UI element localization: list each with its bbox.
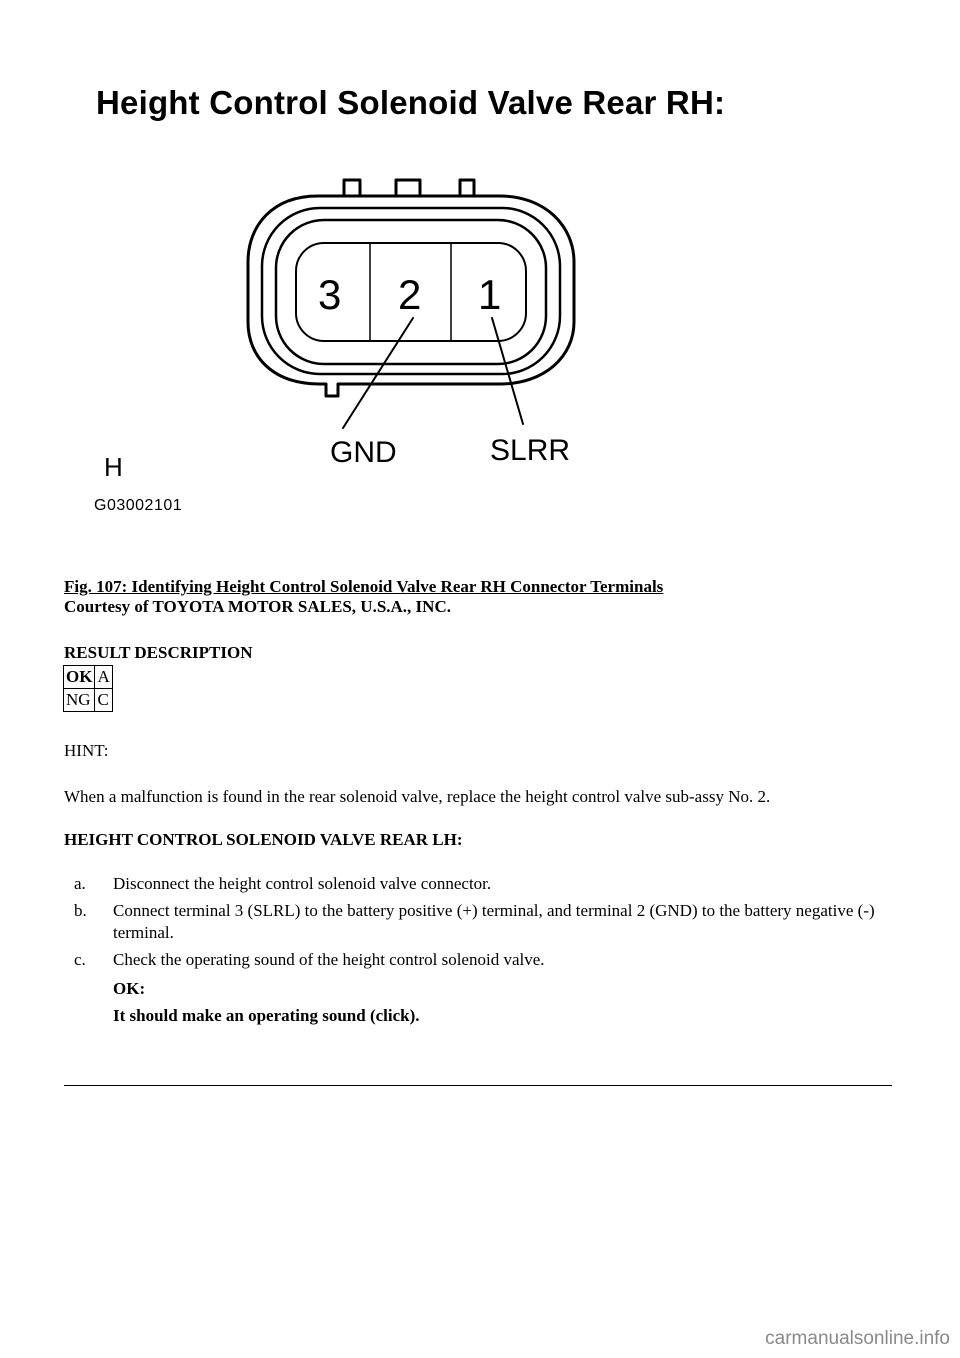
procedure-steps bbox=[64, 873, 894, 976]
pin-number-2: 2 bbox=[398, 271, 422, 318]
pin-number-3: 3 bbox=[318, 271, 342, 318]
result-heading: RESULT DESCRIPTION bbox=[64, 643, 253, 662]
connector-figure bbox=[0, 0, 960, 540]
result-cell: NG bbox=[64, 689, 95, 712]
figure-view-letter: H bbox=[104, 452, 123, 482]
step-marker: c. bbox=[74, 950, 86, 969]
figure-code: G03002101 bbox=[94, 497, 183, 514]
section-heading: HEIGHT CONTROL SOLENOID VALVE REAR LH: bbox=[64, 830, 463, 849]
list-item bbox=[64, 873, 894, 895]
description-cell: C bbox=[95, 689, 112, 712]
connector-latch-tabs bbox=[318, 180, 500, 196]
caption-title: Fig. 107: Identifying Height Control Solenoid Valve Rear RH Connector Terminals bbox=[64, 577, 664, 596]
step-marker: b. bbox=[74, 901, 87, 920]
list-item bbox=[64, 900, 894, 944]
step-text: Connect terminal 3 (SLRL) to the battery positive (+) terminal, and terminal 2 (GND) to the battery negative (-) terminal. bbox=[113, 901, 875, 942]
pin-number-1: 1 bbox=[478, 271, 502, 318]
hint-label: HINT: bbox=[64, 741, 109, 760]
step-text: Disconnect the height control solenoid valve connector. bbox=[113, 874, 492, 893]
connector-diagram bbox=[0, 0, 960, 540]
figure-caption bbox=[64, 577, 663, 617]
ok-label: OK: bbox=[113, 979, 146, 998]
description-cell: A bbox=[95, 666, 112, 689]
site-watermark: carmanualsonline.info bbox=[765, 1328, 950, 1349]
table-row bbox=[64, 689, 113, 712]
step-marker: a. bbox=[74, 874, 86, 893]
list-item bbox=[64, 949, 894, 971]
figure-title: Height Control Solenoid Valve Rear RH: bbox=[96, 84, 726, 121]
table-row bbox=[64, 666, 113, 689]
pin-label-slrr: SLRR bbox=[490, 434, 571, 467]
result-table bbox=[63, 665, 113, 712]
caption-courtesy: Courtesy of TOYOTA MOTOR SALES, U.S.A., INC. bbox=[64, 597, 451, 616]
horizontal-divider bbox=[64, 1085, 892, 1086]
ok-text: It should make an operating sound (click). bbox=[113, 1006, 420, 1025]
step-text: Check the operating sound of the height control solenoid valve. bbox=[113, 950, 545, 969]
hint-text: When a malfunction is found in the rear solenoid valve, replace the height control valve sub-assy No. 2. bbox=[64, 787, 771, 806]
result-cell: OK bbox=[64, 666, 95, 689]
pin-label-gnd: GND bbox=[330, 436, 397, 469]
